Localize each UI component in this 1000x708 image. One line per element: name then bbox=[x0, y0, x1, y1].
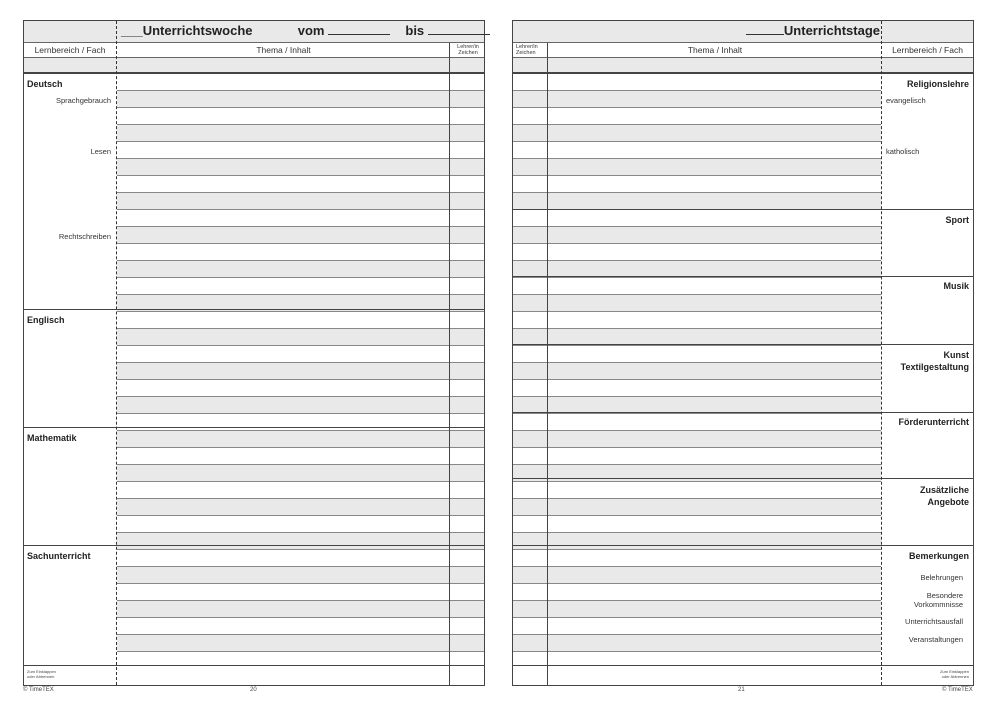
sub-sprachgebrauch: Sprachgebrauch bbox=[55, 96, 111, 105]
writing-row-shade[interactable] bbox=[513, 397, 881, 413]
section-divider bbox=[513, 478, 973, 479]
row-rule bbox=[117, 158, 484, 159]
subject-religionslehre: Religionslehre bbox=[906, 79, 969, 89]
fold-note-line-1-right: Zum Einklappen bbox=[940, 669, 969, 674]
section-divider bbox=[513, 73, 973, 74]
row-rule bbox=[513, 158, 881, 159]
left-table-body bbox=[24, 73, 484, 685]
blank-header-row-right[interactable] bbox=[513, 58, 973, 73]
right-table-body bbox=[513, 73, 973, 685]
column-header-row-right bbox=[513, 43, 973, 58]
row-rule bbox=[513, 430, 881, 431]
row-rule bbox=[117, 651, 484, 652]
fold-note-right bbox=[940, 670, 969, 679]
to-date-field[interactable] bbox=[428, 23, 490, 35]
row-rule bbox=[117, 328, 484, 329]
row-rule bbox=[513, 600, 881, 601]
to-label: bis bbox=[405, 23, 425, 38]
col-sign-line-1-right: Lehrer/in bbox=[516, 44, 538, 50]
col-subject-header-right: Lernbereich / Fach bbox=[892, 45, 963, 55]
subject-bemerkungen: Bemerkungen bbox=[908, 551, 969, 561]
week-title bbox=[121, 23, 490, 38]
sub-besondere-vorkommnisse bbox=[914, 591, 963, 609]
row-rule bbox=[117, 209, 484, 210]
row-rule bbox=[117, 379, 484, 380]
subject-kunst-line-1: Kunst bbox=[943, 350, 969, 360]
row-rule bbox=[513, 515, 881, 516]
row-rule bbox=[117, 515, 484, 516]
row-rule bbox=[117, 549, 484, 550]
writing-row-shade[interactable] bbox=[513, 227, 881, 243]
row-rule bbox=[117, 362, 484, 363]
row-rule bbox=[513, 532, 881, 533]
writing-row-shade[interactable] bbox=[513, 635, 881, 651]
writing-row-shade[interactable] bbox=[117, 465, 484, 481]
col-sign-line-1: Lehrer/in bbox=[457, 44, 479, 50]
right-page-number: 21 bbox=[738, 687, 745, 693]
row-rule bbox=[117, 311, 484, 312]
row-rule bbox=[117, 175, 484, 176]
subject-musik: Musik bbox=[943, 281, 969, 291]
row-rule bbox=[117, 566, 484, 567]
writing-row-shade[interactable] bbox=[117, 635, 484, 651]
writing-row-shade[interactable] bbox=[513, 329, 881, 345]
days-title bbox=[713, 23, 880, 38]
col-topic-header: Thema / Inhalt bbox=[256, 45, 311, 55]
row-rule bbox=[117, 617, 484, 618]
left-page-number: 20 bbox=[250, 687, 257, 693]
row-rule bbox=[513, 498, 881, 499]
writing-row-shade[interactable] bbox=[513, 295, 881, 311]
row-rule bbox=[513, 617, 881, 618]
subject-zusaetzliche-angebote bbox=[920, 484, 969, 508]
section-divider bbox=[513, 209, 973, 210]
col-sign-line-2-right: Zeichen bbox=[516, 50, 536, 56]
sub-unterrichtsausfall: Unterrichtsausfall bbox=[905, 617, 963, 626]
row-rule bbox=[117, 277, 484, 278]
row-rule bbox=[513, 362, 881, 363]
writing-row-shade[interactable] bbox=[117, 193, 484, 209]
section-divider bbox=[513, 412, 973, 413]
subject-sachunterricht: Sachunterricht bbox=[27, 551, 91, 561]
subject-zusatz-line-1: Zusätzliche bbox=[919, 485, 969, 495]
left-planner-page bbox=[23, 20, 485, 686]
writing-row-shade[interactable] bbox=[513, 261, 881, 277]
week-header-row bbox=[24, 21, 484, 43]
subject-kunst-line-2: Textilgestaltung bbox=[900, 362, 969, 372]
days-header-row bbox=[513, 21, 973, 43]
row-rule bbox=[117, 481, 484, 482]
row-rule bbox=[117, 294, 484, 295]
sub-besondere-line-2: Vorkommnisse bbox=[913, 600, 963, 609]
column-header-row bbox=[24, 43, 484, 58]
sign-column-divider-right bbox=[547, 43, 548, 685]
row-rule bbox=[513, 464, 881, 465]
subject-column-divider bbox=[116, 21, 117, 685]
col-sign-line-2: Zeichen bbox=[458, 50, 478, 56]
row-rule bbox=[513, 396, 881, 397]
sub-evangelisch: evangelisch bbox=[886, 96, 926, 105]
subject-zusatz-line-2: Angebote bbox=[927, 497, 969, 507]
row-rule bbox=[117, 141, 484, 142]
row-rule bbox=[117, 430, 484, 431]
row-rule bbox=[117, 192, 484, 193]
writing-row-shade[interactable] bbox=[117, 601, 484, 617]
row-rule bbox=[513, 583, 881, 584]
row-rule bbox=[117, 600, 484, 601]
row-rule bbox=[513, 124, 881, 125]
writing-row-shade[interactable] bbox=[117, 363, 484, 379]
row-rule bbox=[513, 90, 881, 91]
row-rule bbox=[117, 260, 484, 261]
writing-row-shade[interactable] bbox=[117, 125, 484, 141]
row-rule bbox=[513, 107, 881, 108]
col-sign-header bbox=[451, 44, 485, 56]
subject-column-divider-right bbox=[881, 21, 882, 685]
right-planner-page bbox=[512, 20, 974, 686]
col-topic-header-right: Thema / Inhalt bbox=[687, 45, 743, 55]
subject-deutsch: Deutsch bbox=[27, 79, 63, 89]
sub-besondere-line-1: Besondere bbox=[926, 591, 963, 600]
row-rule bbox=[513, 328, 881, 329]
writing-row-shade[interactable] bbox=[117, 329, 484, 345]
section-divider bbox=[24, 427, 484, 428]
col-subject-header: Lernbereich / Fach bbox=[34, 45, 106, 55]
row-rule bbox=[117, 90, 484, 91]
subject-mathematik: Mathematik bbox=[27, 433, 77, 443]
subject-foerderunterricht: Förderunterricht bbox=[898, 417, 969, 427]
section-divider bbox=[513, 276, 973, 277]
writing-row-shade[interactable] bbox=[513, 431, 881, 447]
from-label: vom bbox=[297, 23, 325, 38]
row-rule bbox=[117, 498, 484, 499]
row-rule bbox=[513, 481, 881, 482]
writing-row-shade[interactable] bbox=[117, 533, 484, 549]
row-rule bbox=[117, 396, 484, 397]
week-label: Unterrichtswoche bbox=[142, 23, 253, 38]
row-rule bbox=[513, 549, 881, 550]
row-rule bbox=[117, 532, 484, 533]
row-rule bbox=[117, 345, 484, 346]
row-rule bbox=[513, 260, 881, 261]
writing-row-shade[interactable] bbox=[117, 499, 484, 515]
writing-row-shade[interactable] bbox=[117, 397, 484, 413]
row-rule bbox=[117, 447, 484, 448]
writing-row-shade[interactable] bbox=[513, 533, 881, 549]
row-rule bbox=[117, 124, 484, 125]
row-rule bbox=[513, 413, 881, 414]
from-date-field[interactable] bbox=[328, 23, 390, 35]
section-divider bbox=[513, 545, 973, 546]
row-rule bbox=[117, 413, 484, 414]
writing-row-shade[interactable] bbox=[513, 499, 881, 515]
row-rule bbox=[513, 175, 881, 176]
sub-veranstaltungen: Veranstaltungen bbox=[908, 635, 963, 644]
writing-row-shade[interactable] bbox=[513, 567, 881, 583]
week-number-blank[interactable]: ___ bbox=[121, 23, 143, 38]
row-rule bbox=[513, 651, 881, 652]
left-copyright: © TimeTEX bbox=[23, 687, 54, 693]
row-rule bbox=[513, 277, 881, 278]
subject-kunst bbox=[901, 349, 969, 373]
days-label: Unterrichtstage bbox=[783, 23, 880, 38]
fold-note-line-1: Zum Einklappen bbox=[27, 669, 56, 674]
sub-belehrungen: Belehrungen bbox=[920, 573, 963, 582]
section-divider bbox=[24, 665, 484, 666]
section-divider bbox=[24, 545, 484, 546]
writing-row-shade[interactable] bbox=[513, 91, 881, 107]
row-rule bbox=[513, 243, 881, 244]
row-rule bbox=[513, 566, 881, 567]
days-count-field[interactable] bbox=[746, 23, 784, 35]
writing-row-shade[interactable] bbox=[513, 363, 881, 379]
row-rule bbox=[513, 226, 881, 227]
row-rule bbox=[117, 634, 484, 635]
section-divider bbox=[513, 665, 973, 666]
sub-rechtschreiben: Rechtschreiben bbox=[58, 232, 111, 241]
fold-note bbox=[27, 670, 56, 679]
writing-row-shade[interactable] bbox=[117, 431, 484, 447]
fold-note-line-2: oder Abtrennen bbox=[27, 673, 55, 679]
row-rule bbox=[513, 379, 881, 380]
row-rule bbox=[513, 634, 881, 635]
sub-katholisch: katholisch bbox=[886, 147, 920, 156]
row-rule bbox=[117, 243, 484, 244]
row-rule bbox=[117, 107, 484, 108]
sign-column-divider bbox=[449, 43, 450, 685]
subject-sport: Sport bbox=[945, 215, 969, 225]
writing-row-shade[interactable] bbox=[513, 125, 881, 141]
blank-header-row[interactable] bbox=[24, 58, 484, 73]
row-rule bbox=[513, 294, 881, 295]
row-rule bbox=[513, 447, 881, 448]
right-copyright: © TimeTEX bbox=[942, 687, 973, 693]
writing-row-shade[interactable] bbox=[117, 91, 484, 107]
section-divider bbox=[24, 73, 484, 74]
writing-row-shade[interactable] bbox=[513, 159, 881, 175]
subject-englisch: Englisch bbox=[27, 315, 65, 325]
writing-row-shade[interactable] bbox=[513, 193, 881, 209]
writing-row-shade[interactable] bbox=[117, 567, 484, 583]
row-rule bbox=[117, 583, 484, 584]
row-rule bbox=[513, 141, 881, 142]
row-rule bbox=[513, 192, 881, 193]
writing-row-shade[interactable] bbox=[513, 601, 881, 617]
row-rule bbox=[513, 311, 881, 312]
section-divider bbox=[513, 344, 973, 345]
col-sign-header-right bbox=[513, 44, 548, 56]
row-rule bbox=[117, 464, 484, 465]
row-rule bbox=[513, 345, 881, 346]
fold-note-line-2-right: oder Abtrennen bbox=[941, 673, 969, 679]
writing-row-shade[interactable] bbox=[117, 261, 484, 277]
writing-row-shade[interactable] bbox=[117, 159, 484, 175]
writing-row-shade[interactable] bbox=[117, 227, 484, 243]
section-divider bbox=[24, 309, 484, 310]
sub-lesen: Lesen bbox=[90, 147, 111, 156]
row-rule bbox=[117, 226, 484, 227]
